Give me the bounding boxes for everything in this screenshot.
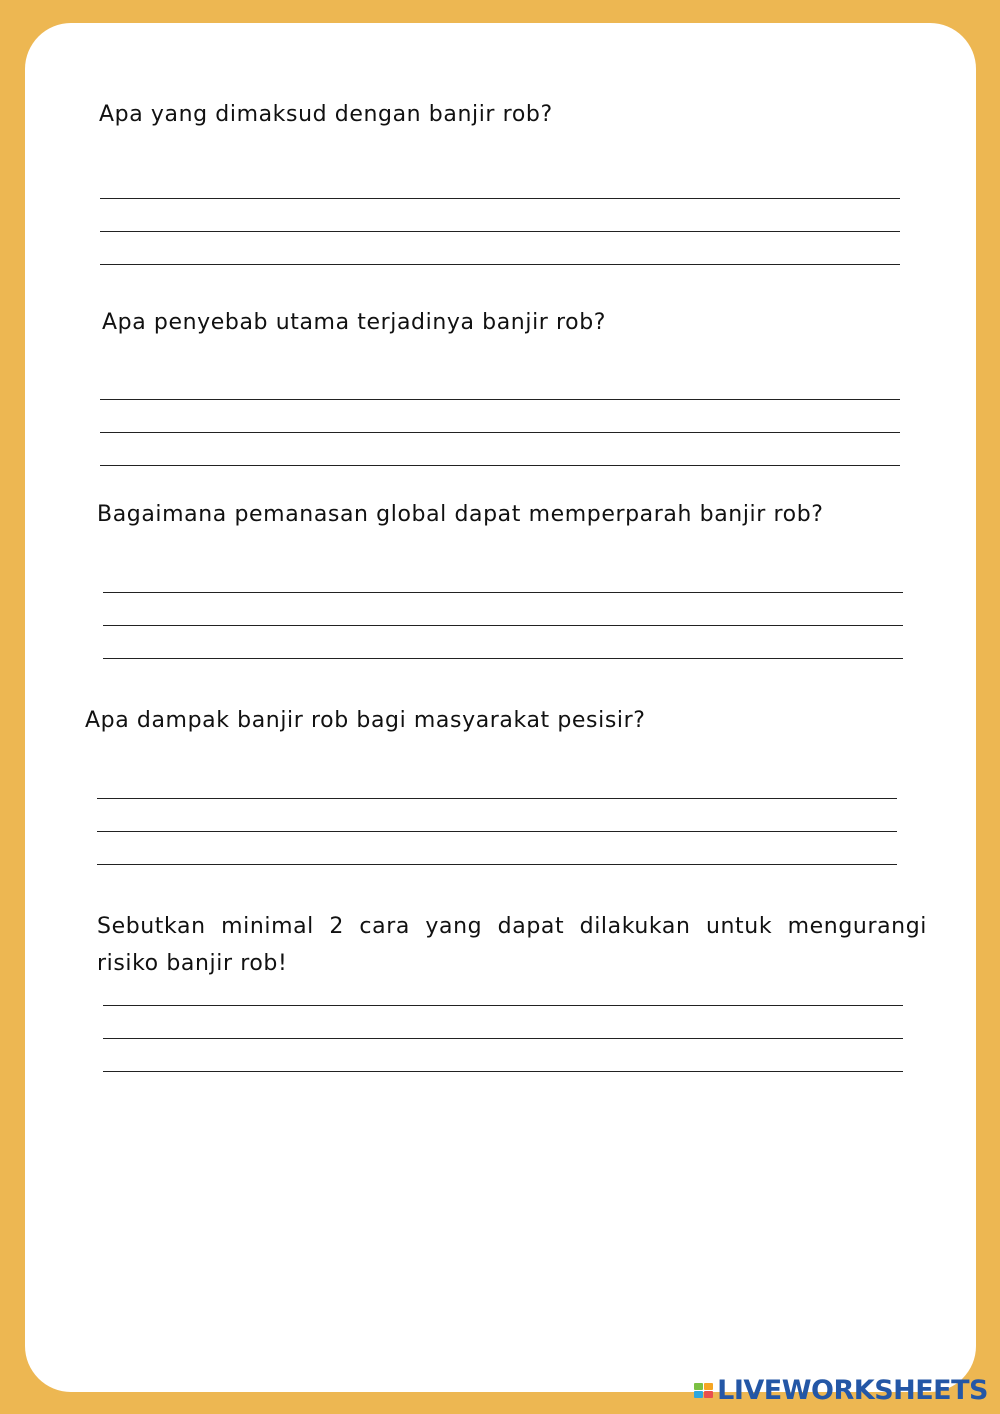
answer-line[interactable] — [100, 231, 900, 232]
logo-square — [704, 1383, 713, 1390]
answer-line[interactable] — [100, 198, 900, 199]
answer-line[interactable] — [103, 1005, 903, 1006]
answer-line[interactable] — [97, 831, 897, 832]
logo-square — [694, 1391, 703, 1398]
answer-line[interactable] — [97, 864, 897, 865]
liveworksheets-icon — [694, 1383, 713, 1398]
question-2-text: Apa penyebab utama terjadinya banjir rob? — [102, 310, 607, 335]
answer-line[interactable] — [100, 399, 900, 400]
answer-line[interactable] — [103, 658, 903, 659]
answer-line[interactable] — [100, 432, 900, 433]
answer-line[interactable] — [103, 1038, 903, 1039]
brand-name: LIVEWORKSHEETS — [717, 1375, 988, 1406]
question-5-text: Sebutkan minimal 2 cara yang dapat dilakukan untuk mengurangi risiko banjir rob! — [97, 914, 927, 976]
answer-line[interactable] — [100, 465, 900, 466]
answer-line[interactable] — [97, 798, 897, 799]
question-1-text: Apa yang dimaksud dengan banjir rob? — [99, 102, 553, 127]
answer-line[interactable] — [103, 1071, 903, 1072]
logo-square — [694, 1383, 703, 1390]
answer-line[interactable] — [103, 592, 903, 593]
liveworksheets-logo — [694, 1375, 988, 1406]
answer-line[interactable] — [100, 264, 900, 265]
answer-line[interactable] — [103, 625, 903, 626]
question-3-text: Bagaimana pemanasan global dapat memperparah banjir rob? — [97, 502, 824, 527]
logo-square — [704, 1391, 713, 1398]
worksheet-page — [25, 23, 976, 1392]
question-4-text: Apa dampak banjir rob bagi masyarakat pesisir? — [85, 708, 646, 733]
